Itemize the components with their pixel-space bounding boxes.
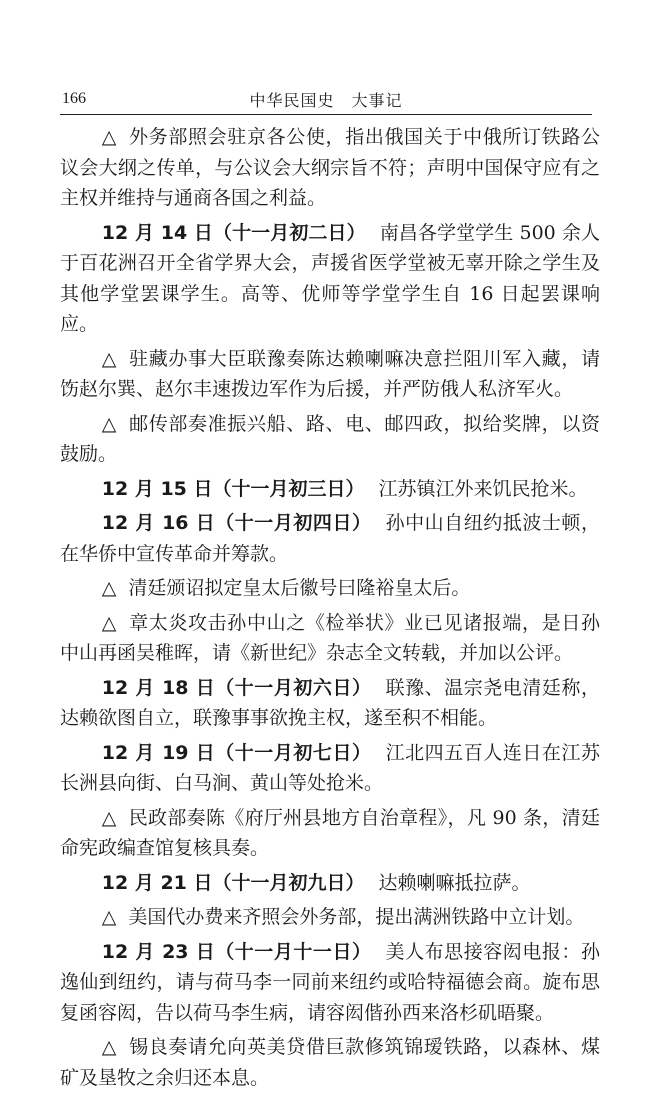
entry-text: 美国代办费来齐照会外务部，提出满洲铁路中立计划。 — [128, 906, 585, 928]
entry — [60, 474, 600, 505]
entry-date: 12 月 16 日（十一月初四日） — [101, 512, 372, 534]
entry — [60, 738, 600, 799]
triangle-marker: △ — [101, 611, 118, 634]
entry — [60, 673, 600, 734]
triangle-marker: △ — [101, 347, 118, 370]
entry-text: 清廷颁诏拟定皇太后徽号曰隆裕皇太后。 — [128, 577, 471, 599]
entry-text: 驻藏办事大臣联豫奏陈达赖喇嘛决意拦阻川军入藏，请饬赵尔巽、赵尔丰速拨边军作为后援，并严防俄人私济军火。 — [60, 347, 600, 400]
entry — [60, 508, 600, 569]
entry-date: 12 月 15 日（十一月初三日） — [101, 477, 365, 500]
entry-text: 达赖喇嘛抵拉萨。 — [378, 871, 531, 894]
entry-date: 12 月 23 日（十一月十一日） — [101, 940, 372, 963]
entry-text: 外务部照会驻京各公使，指出俄国关于中俄所订铁路公议会大纲之传单，与公议会大纲宗旨不符；声明中国保守应有之主权并维持与通商各国之利益。 — [60, 126, 600, 209]
triangle-marker: △ — [101, 577, 117, 599]
entry — [60, 937, 600, 1029]
entry-date: 12 月 14 日（十一月初二日） — [101, 221, 366, 244]
entry — [60, 1032, 600, 1093]
entry — [60, 409, 600, 470]
entry-text: 江北四五百人连日在江苏长洲县向街、白马涧、黄山等处抢米。 — [60, 741, 600, 794]
entry — [60, 902, 600, 933]
entry-text: 美人布思接容闳电报：孙逸仙到纽约，请与荷马李一同前来纽约或哈特福德会商。旋布思复函容闳，告以荷马李生病，请容闳偕孙西来洛杉矶晤聚。 — [60, 940, 600, 1024]
chronicle-entries — [60, 122, 600, 1097]
triangle-marker: △ — [101, 412, 118, 435]
entry-text: 邮传部奏准振兴船、路、电、邮四政，拟给奖牌，以资鼓励。 — [60, 412, 600, 465]
page-number: 166 — [62, 90, 86, 107]
entry — [60, 122, 600, 214]
entry — [60, 344, 600, 405]
entry-text: 章太炎攻击孙中山之《检举状》业已见诸报端，是日孙中山再函吴稚晖，请《新世纪》杂志全文转载，并加以公评。 — [60, 611, 600, 664]
triangle-marker: △ — [101, 1036, 118, 1058]
triangle-marker: △ — [101, 906, 117, 928]
entry-text: 联豫、温宗尧电清廷称，达赖欲图自立，联豫事事欲挽主权，遂至积不相能。 — [60, 676, 600, 729]
entry-date: 12 月 18 日（十一月初六日） — [101, 676, 372, 699]
entry-text: 民政部奏陈《府厅州县地方自治章程》，凡 90 条，清廷命宪政编查馆复核具奏。 — [60, 806, 600, 859]
triangle-marker: △ — [101, 806, 117, 829]
triangle-marker: △ — [101, 126, 118, 148]
entry — [60, 608, 600, 669]
entry-date: 12 月 21 日（十一月初九日） — [101, 871, 365, 894]
entry — [60, 803, 600, 864]
entry — [60, 218, 600, 340]
entry-text: 南昌各学堂学生 500 余人于百花洲召开全省学界大会，声援省医学堂被无辜开除之学生及其他学堂罢课学生。高等、优师等学堂学生自 16 日起罢课响应。 — [60, 221, 600, 335]
entry — [60, 573, 600, 604]
running-header — [60, 88, 592, 115]
entry-text: 孙中山自纽约抵波士顿，在华侨中宣传革命并筹款。 — [60, 512, 600, 565]
running-title: 中华民国史 大事记 — [249, 91, 403, 110]
entry-text: 锡良奏请允向英美贷借巨款修筑锦瑷铁路，以森林、煤矿及垦牧之余归还本息。 — [60, 1036, 600, 1089]
entry — [60, 868, 600, 899]
entry-text: 江苏镇江外来饥民抢米。 — [378, 477, 588, 500]
entry-date: 12 月 19 日（十一月初七日） — [101, 741, 372, 764]
